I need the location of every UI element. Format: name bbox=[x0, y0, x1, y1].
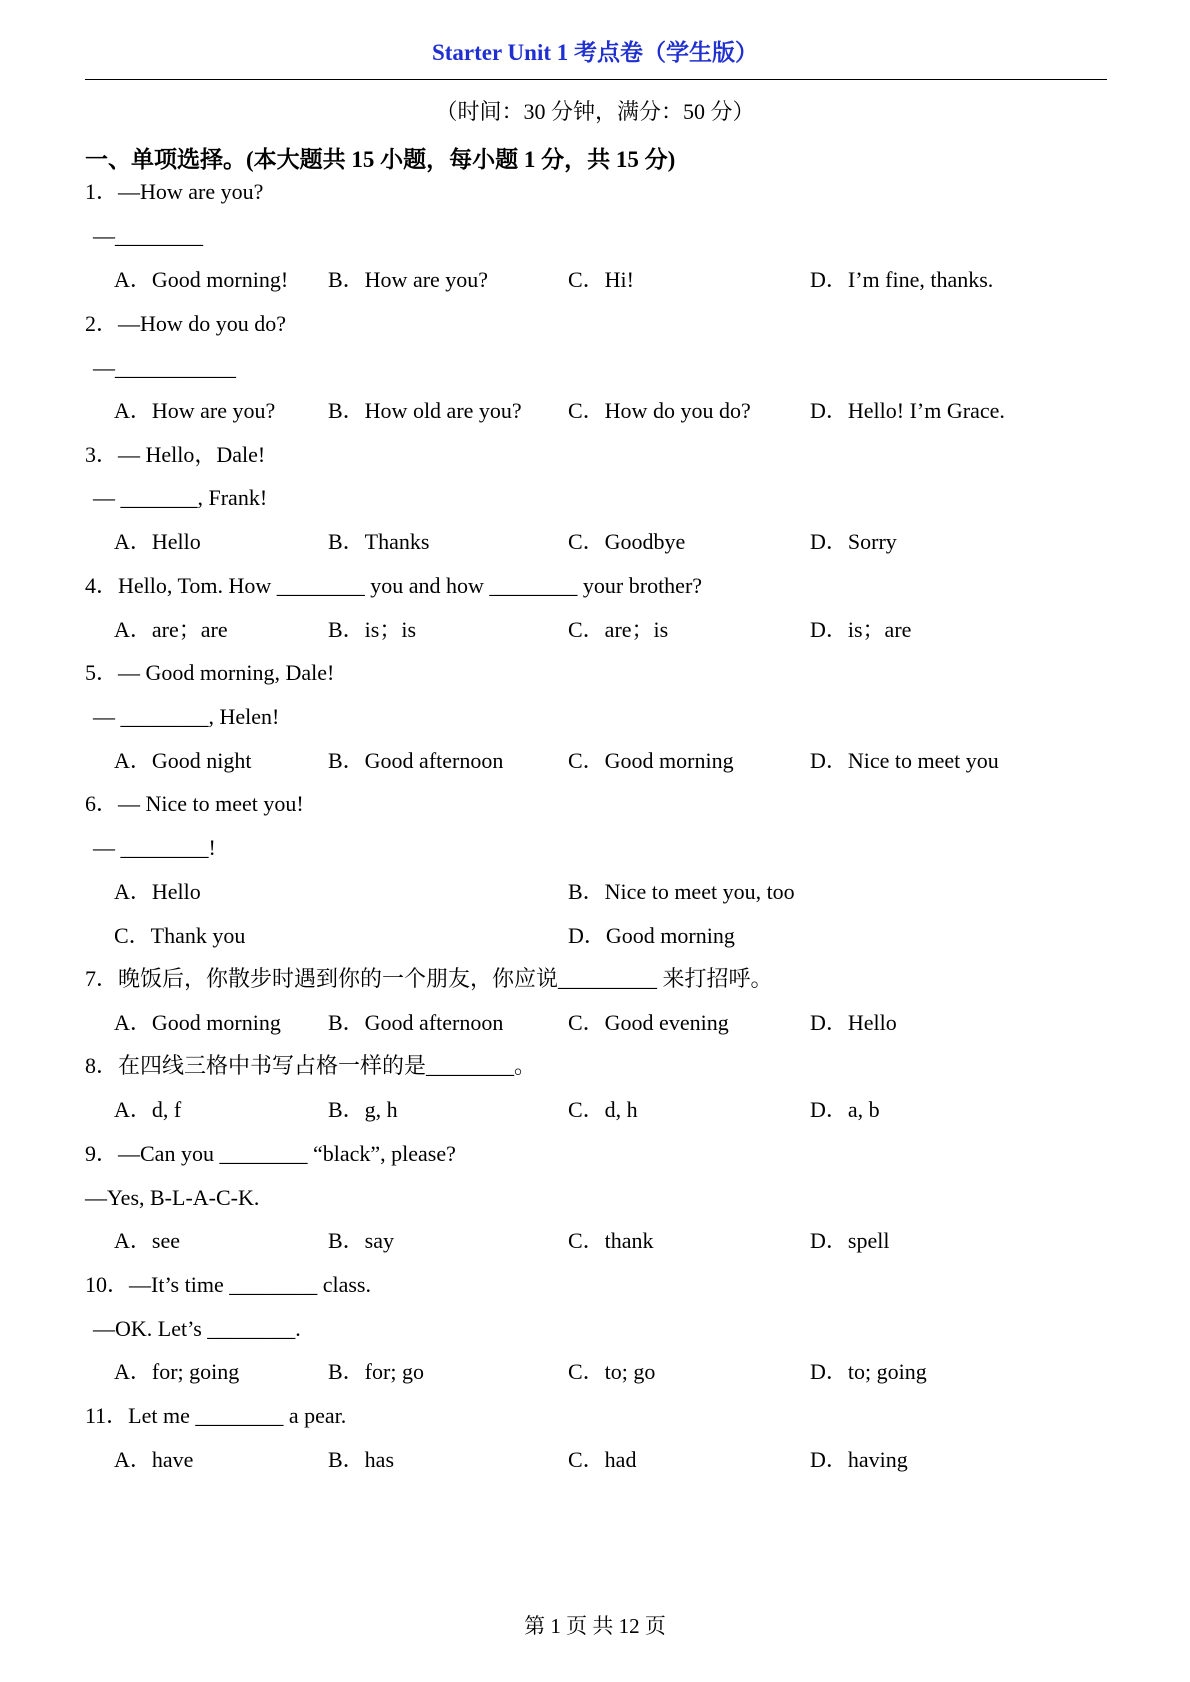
option-a[interactable]: A．d, f bbox=[114, 1097, 182, 1122]
option-b[interactable]: B．g, h bbox=[328, 1097, 398, 1122]
option-c[interactable]: C．Goodbye bbox=[568, 529, 686, 554]
option-a[interactable]: A．Good night bbox=[114, 748, 252, 773]
question-stem: —___________ bbox=[93, 355, 236, 380]
option-a[interactable]: A．Good morning bbox=[114, 1010, 281, 1035]
option-c[interactable]: C．Good evening bbox=[568, 1010, 729, 1035]
option-b[interactable]: B．How old are you? bbox=[328, 398, 522, 423]
option-a[interactable]: A．have bbox=[114, 1447, 194, 1472]
option-d[interactable]: D．is；are bbox=[810, 617, 912, 642]
question-stem: — _______, Frank! bbox=[93, 485, 268, 510]
question-stem: 2．—How do you do? bbox=[85, 311, 287, 336]
option-d[interactable]: D．to; going bbox=[810, 1359, 927, 1384]
question-stem: 5．— Good morning, Dale! bbox=[85, 660, 335, 685]
option-b[interactable]: B．has bbox=[328, 1447, 395, 1472]
option-b[interactable]: B．Nice to meet you, too bbox=[568, 879, 795, 904]
question-stem: 10．—It’s time ________ class. bbox=[85, 1272, 371, 1297]
question-stem: 9．—Can you ________ “black”, please? bbox=[85, 1141, 456, 1166]
option-d[interactable]: D．Nice to meet you bbox=[810, 748, 999, 773]
option-d[interactable]: D．having bbox=[810, 1447, 908, 1472]
option-a[interactable]: A．Hello bbox=[114, 879, 201, 904]
option-b[interactable]: B．How are you? bbox=[328, 267, 489, 292]
page-title: Starter Unit 1 考点卷（学生版） bbox=[431, 40, 759, 65]
question-stem: —________ bbox=[93, 223, 203, 248]
question-stem: 8．在四线三格中书写占格一样的是________。 bbox=[85, 1053, 537, 1078]
option-a[interactable]: A．Hello bbox=[114, 529, 201, 554]
option-c[interactable]: C．d, h bbox=[568, 1097, 638, 1122]
question-stem: — ________! bbox=[93, 835, 216, 860]
option-a[interactable]: A．see bbox=[114, 1228, 180, 1253]
option-d[interactable]: D．Sorry bbox=[810, 529, 897, 554]
header-divider bbox=[85, 79, 1107, 80]
question-stem: — ________, Helen! bbox=[93, 704, 280, 729]
option-d[interactable]: D．I’m fine, thanks. bbox=[810, 267, 994, 292]
option-d[interactable]: D．spell bbox=[810, 1228, 890, 1253]
option-b[interactable]: B．Thanks bbox=[328, 529, 430, 554]
option-c[interactable]: C．How do you do? bbox=[568, 398, 751, 423]
question-stem: 7．晚饭后，你散步时遇到你的一个朋友，你应说_________ 来打招呼。 bbox=[85, 966, 773, 991]
option-c[interactable]: C．Thank you bbox=[114, 923, 246, 948]
question-stem: —OK. Let’s ________. bbox=[93, 1316, 301, 1341]
option-a[interactable]: A．Good morning! bbox=[114, 267, 289, 292]
section-heading: 一、单项选择。(本大题共 15 小题，每小题 1 分，共 15 分) bbox=[85, 147, 676, 172]
page-number: 第 1 页 共 12 页 bbox=[524, 1614, 666, 1638]
exam-info: （时间：30 分钟，满分：50 分） bbox=[435, 99, 755, 124]
option-c[interactable]: C．are；is bbox=[568, 617, 669, 642]
option-d[interactable]: D．Good morning bbox=[568, 923, 735, 948]
option-a[interactable]: A．are；are bbox=[114, 617, 228, 642]
option-d[interactable]: D．Hello! I’m Grace. bbox=[810, 398, 1005, 423]
question-stem: 4．Hello, Tom. How ________ you and how ________ your brother? bbox=[85, 573, 703, 598]
question-stem: 1．—How are you? bbox=[85, 179, 264, 204]
option-c[interactable]: C．Good morning bbox=[568, 748, 734, 773]
option-b[interactable]: B．is；is bbox=[328, 617, 417, 642]
option-c[interactable]: C．had bbox=[568, 1447, 637, 1472]
question-stem: 11．Let me ________ a pear. bbox=[85, 1403, 347, 1428]
question-stem: 6．— Nice to meet you! bbox=[85, 791, 304, 816]
option-c[interactable]: C．to; go bbox=[568, 1359, 656, 1384]
option-b[interactable]: B．for; go bbox=[328, 1359, 424, 1384]
option-c[interactable]: C．Hi! bbox=[568, 267, 635, 292]
option-b[interactable]: B．Good afternoon bbox=[328, 748, 504, 773]
option-b[interactable]: B．Good afternoon bbox=[328, 1010, 504, 1035]
option-a[interactable]: A．How are you? bbox=[114, 398, 276, 423]
option-d[interactable]: D．a, b bbox=[810, 1097, 880, 1122]
question-stem: 3．— Hello，Dale! bbox=[85, 442, 266, 467]
option-c[interactable]: C．thank bbox=[568, 1228, 654, 1253]
option-b[interactable]: B．say bbox=[328, 1228, 395, 1253]
question-stem: —Yes, B-L-A-C-K. bbox=[85, 1185, 260, 1210]
option-a[interactable]: A．for; going bbox=[114, 1359, 240, 1384]
option-d[interactable]: D．Hello bbox=[810, 1010, 897, 1035]
